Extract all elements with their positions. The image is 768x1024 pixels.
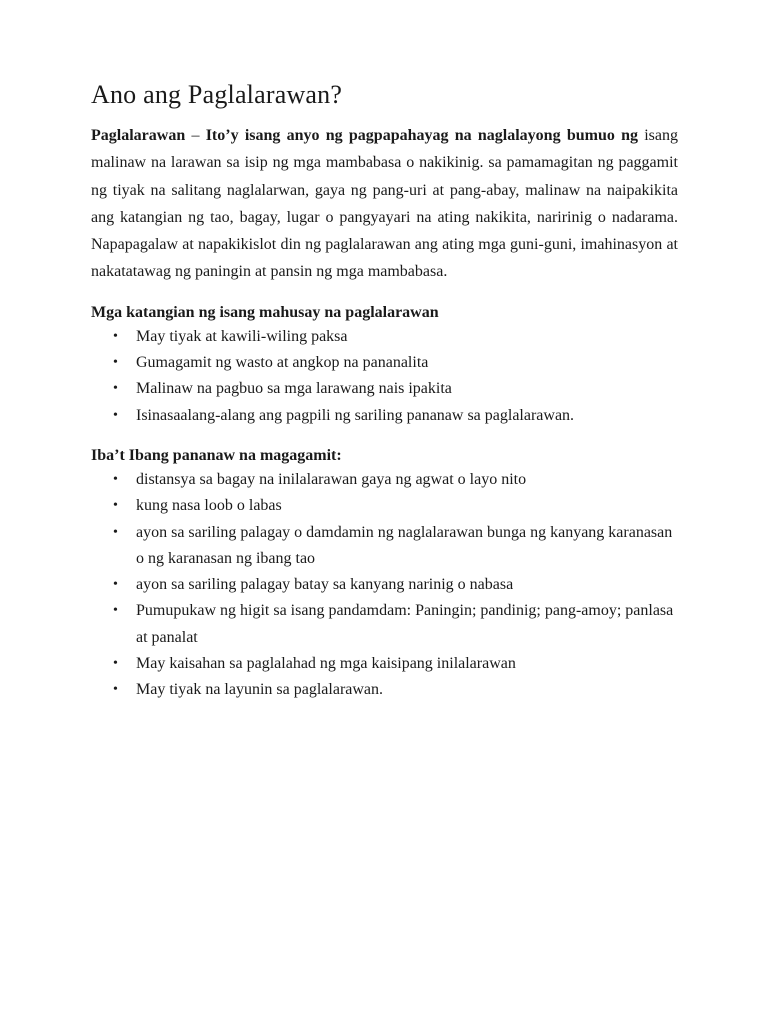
bullet-icon: • (113, 524, 118, 540)
intro-lead: Ito’y isang anyo ng pagpapahayag na naglalayong bumuo ng (205, 127, 638, 144)
list-item: • kung nasa loob o labas (91, 493, 678, 519)
list-item: • ayon sa sariling palagay o damdamin ng naglalarawan bunga ng kanyang karanasan o ng karanasan ng ibang tao (91, 520, 678, 573)
bullet-icon: • (113, 471, 118, 487)
list-item: • Gumagamit ng wasto at angkop na pananalita (91, 350, 678, 376)
document-page (91, 78, 678, 704)
list-item: • May tiyak na layunin sa paglalarawan. (91, 677, 678, 703)
list-item: • Isinasaalang-alang ang pagpili ng sariling pananaw sa paglalarawan. (91, 403, 678, 429)
list-item: • distansya sa bagay na inilalarawan gaya ng agwat o layo nito (91, 467, 678, 493)
section-heading-pananaw: Iba’t Ibang pananaw na magagamit: (91, 446, 342, 464)
intro-body: isang malinaw na larawan sa isip ng mga mambabasa o nakikinig. sa pamamagitan ng paggamit ng tiyak na salitang naglalarwan, gaya ng pang-uri at pang-abay, malinaw na naipakikita ang katangian ng tao, bagay, lugar o pangyayari na ating nakikita, naririnig o nadarama. Napapagalaw at napakikislot din ng paglalarawan ang ating mga guni-guni, imahinasyon at nakatatawag ng paningin at pansin ng mga mambabasa. (91, 127, 678, 281)
intro-dash: – (185, 127, 206, 144)
bullet-icon: • (113, 656, 118, 672)
section-heading-katangian: Mga katangian ng isang mahusay na paglalarawan (91, 303, 439, 321)
katangian-list (91, 324, 678, 429)
list-item: • May tiyak at kawili-wiling paksa (91, 324, 678, 350)
bullet-icon: • (113, 603, 118, 619)
list-item: • May kaisahan sa paglalahad ng mga kaisipang inilalarawan (91, 651, 678, 677)
bullet-icon: • (113, 355, 118, 371)
pananaw-list (91, 467, 678, 704)
bullet-icon: • (113, 682, 118, 698)
list-item: • ayon sa sariling palagay batay sa kanyang narinig o nabasa (91, 572, 678, 598)
intro-term: Paglalarawan (91, 127, 186, 144)
bullet-icon: • (113, 577, 118, 593)
bullet-icon: • (113, 498, 118, 514)
intro-paragraph (91, 122, 678, 286)
bullet-icon: • (113, 407, 118, 423)
page-title: Ano ang Paglalarawan? (91, 80, 343, 109)
list-item: • Malinaw na pagbuo sa mga larawang nais ipakita (91, 376, 678, 402)
list-item: • Pumupukaw ng higit sa isang pandamdam: Paningin; pandinig; pang-amoy; panlasa at panalat (91, 598, 678, 651)
bullet-icon: • (113, 381, 118, 397)
bullet-icon: • (113, 328, 118, 344)
